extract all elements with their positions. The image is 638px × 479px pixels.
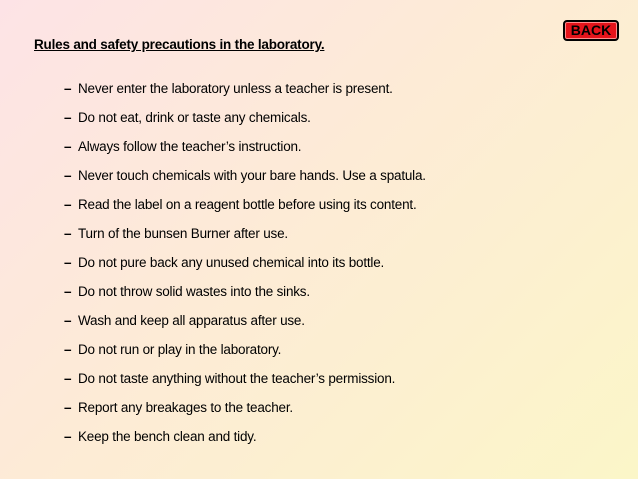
rule-text: Never touch chemicals with your bare hands. Use a spatula. <box>78 168 426 183</box>
list-item <box>64 137 426 166</box>
list-item <box>64 398 426 427</box>
dash-bullet: – <box>64 197 72 212</box>
dash-bullet: – <box>64 226 72 241</box>
rule-text: Do not pure back any unused chemical into its bottle. <box>78 255 385 270</box>
list-item <box>64 369 426 398</box>
dash-bullet: – <box>64 284 72 299</box>
page-title: Rules and safety precautions in the laboratory. <box>34 37 325 52</box>
list-item <box>64 282 426 311</box>
list-item <box>64 195 426 224</box>
list-item <box>64 427 426 456</box>
rule-text: Wash and keep all apparatus after use. <box>78 313 305 328</box>
rule-text: Always follow the teacher’s instruction. <box>78 139 302 154</box>
list-item <box>64 253 426 282</box>
dash-bullet: – <box>64 400 72 415</box>
list-item <box>64 311 426 340</box>
dash-bullet: – <box>64 81 72 96</box>
rule-text: Never enter the laboratory unless a teacher is present. <box>78 81 393 96</box>
list-item <box>64 108 426 137</box>
dash-bullet: – <box>64 255 72 270</box>
list-item <box>64 224 426 253</box>
rule-text: Read the label on a reagent bottle before using its content. <box>78 197 417 212</box>
list-item <box>64 79 426 108</box>
dash-bullet: – <box>64 313 72 328</box>
list-item <box>64 166 426 195</box>
dash-bullet: – <box>64 168 72 183</box>
back-button[interactable]: BACK <box>563 20 619 41</box>
rules-list <box>64 79 426 456</box>
rule-text: Do not taste anything without the teacher’s permission. <box>78 371 396 386</box>
rule-text: Turn of the bunsen Burner after use. <box>78 226 288 241</box>
rule-text: Do not throw solid wastes into the sinks. <box>78 284 310 299</box>
dash-bullet: – <box>64 371 72 386</box>
rule-text: Report any breakages to the teacher. <box>78 400 293 415</box>
dash-bullet: – <box>64 429 72 444</box>
dash-bullet: – <box>64 110 72 125</box>
rule-text: Do not eat, drink or taste any chemicals. <box>78 110 311 125</box>
dash-bullet: – <box>64 342 72 357</box>
dash-bullet: – <box>64 139 72 154</box>
rule-text: Do not run or play in the laboratory. <box>78 342 282 357</box>
rule-text: Keep the bench clean and tidy. <box>78 429 257 444</box>
list-item <box>64 340 426 369</box>
